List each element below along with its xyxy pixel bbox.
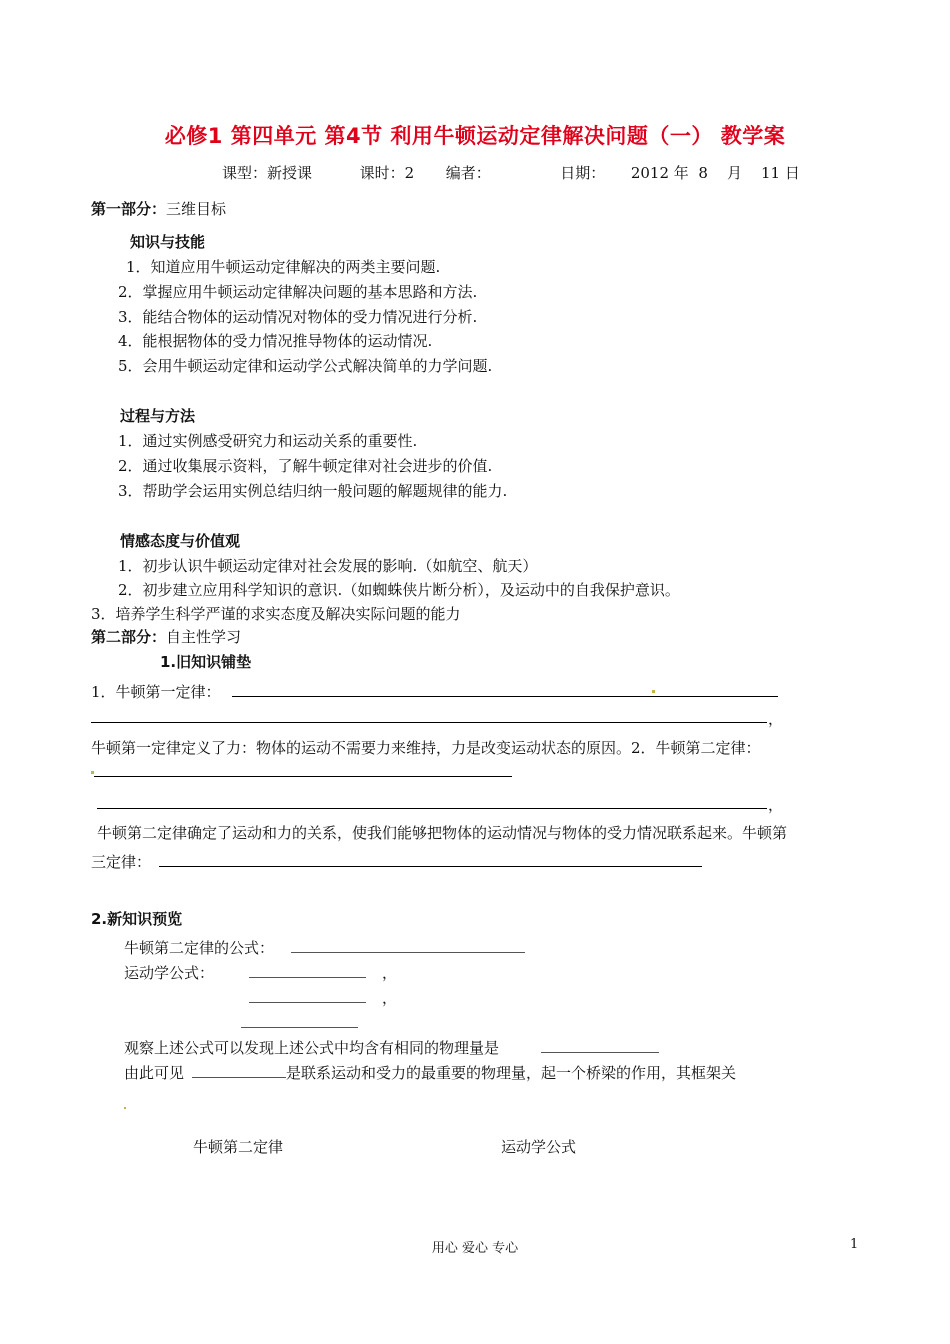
- therefore-blank[interactable]: [192, 1077, 286, 1078]
- lesson-date-label: 日期：: [560, 164, 606, 182]
- footer-slogan: 用心 爱心 专心: [431, 1241, 519, 1256]
- lesson-type: 课型：新授课: [222, 164, 313, 182]
- knowledge-item-5: 5．会用牛顿运动定律和运动学公式解决简单的力学问题.: [118, 357, 493, 375]
- lesson-meta: [222, 162, 800, 183]
- first-law-blank[interactable]: [232, 696, 778, 697]
- part1-heading: [91, 198, 226, 219]
- part1-heading-label: 第一部分：: [91, 200, 167, 218]
- comma-1: ，: [768, 710, 784, 728]
- first-law-blank-2[interactable]: [91, 722, 767, 723]
- part2-heading-text: 自主性学习: [166, 628, 242, 646]
- process-item-2: 2．通过收集展示资料，了解牛顿定律对社会进步的价值.: [118, 457, 493, 475]
- third-law-blank[interactable]: [159, 866, 702, 867]
- therefore-text-b: 是联系运动和受力的最重要的物理量，起一个桥梁的作用，其框架关: [286, 1064, 737, 1082]
- first-law-label: 1．牛顿第一定律：: [91, 683, 221, 701]
- page-number: 1: [850, 1237, 859, 1252]
- comma-2: ，: [768, 796, 784, 814]
- process-item-1: 1．通过实例感受研究力和运动关系的重要性.: [118, 432, 418, 450]
- lesson-hours: 课时：2: [359, 164, 415, 182]
- new-knowledge-title: 2.新知识预览: [91, 910, 183, 928]
- second-law-blank[interactable]: [94, 776, 512, 777]
- third-law-label: 三定律：: [91, 853, 152, 871]
- stray-mark-3: [124, 1107, 126, 1109]
- framework-left-label: 牛顿第二定律: [193, 1138, 284, 1156]
- knowledge-item-1: 1．知道应用牛顿运动定律解决的两类主要问题.: [126, 258, 441, 276]
- emotion-item-1: 1．初步认识牛顿运动定律对社会发展的影响.（如航空、航天）: [118, 557, 538, 575]
- observe-text: 观察上述公式可以发现上述公式中均含有相同的物理量是: [124, 1039, 500, 1057]
- kinematic-label: 运动学公式：: [124, 964, 215, 982]
- lesson-date-value: 2012 年 8 月 11 日: [630, 164, 800, 182]
- lesson-editor: 编者：: [445, 164, 491, 182]
- comma-4: ，: [382, 989, 398, 1007]
- second-formula-label: 牛顿第二定律的公式：: [124, 939, 275, 957]
- document-title: 必修1 第四单元 第4节 利用牛顿运动定律解决问题（一） 教学案: [164, 124, 786, 148]
- stray-mark-2: [91, 771, 94, 774]
- part2-heading-label: 第二部分：: [91, 628, 167, 646]
- knowledge-item-2: 2．掌握应用牛顿运动定律解决问题的基本思路和方法.: [118, 283, 478, 301]
- process-item-3: 3．帮助学会运用实例总结归纳一般问题的解题规律的能力.: [118, 482, 508, 500]
- stray-mark: [652, 690, 655, 693]
- emotion-title: 情感态度与价值观: [120, 532, 241, 550]
- kinematic-blank-2[interactable]: [249, 1002, 366, 1003]
- first-law-definition: 牛顿第一定律定义了力：物体的运动不需要力来维持，力是改变运动状态的原因。2．牛顿第二定律：: [91, 739, 761, 757]
- knowledge-item-3: 3．能结合物体的运动情况对物体的受力情况进行分析.: [118, 308, 478, 326]
- second-law-text: 牛顿第二定律确定了运动和力的关系，使我们能够把物体的运动情况与物体的受力情况联系起来。牛顿第: [97, 824, 788, 842]
- kinematic-blank-3[interactable]: [241, 1027, 358, 1028]
- part1-heading-text: 三维目标: [166, 200, 227, 218]
- comma-3: ，: [382, 964, 398, 982]
- knowledge-title: 知识与技能: [130, 233, 206, 251]
- observe-blank[interactable]: [541, 1052, 659, 1053]
- knowledge-item-4: 4．能根据物体的受力情况推导物体的运动情况.: [118, 332, 433, 350]
- second-formula-blank[interactable]: [291, 952, 525, 953]
- part2-heading: [91, 626, 241, 647]
- framework-right-label: 运动学公式: [501, 1138, 577, 1156]
- kinematic-blank-1[interactable]: [249, 977, 366, 978]
- old-knowledge-title: 1.旧知识铺垫: [160, 653, 252, 671]
- therefore-text-a: 由此可见: [124, 1064, 185, 1082]
- emotion-item-2: 2．初步建立应用科学知识的意识.（如蜘蛛侠片断分析），及运动中的自我保护意识。: [118, 581, 680, 599]
- process-title: 过程与方法: [120, 407, 196, 425]
- emotion-item-3: 3．培养学生科学严谨的求实态度及解决实际问题的能力: [91, 605, 461, 623]
- second-law-blank-2[interactable]: [97, 808, 767, 809]
